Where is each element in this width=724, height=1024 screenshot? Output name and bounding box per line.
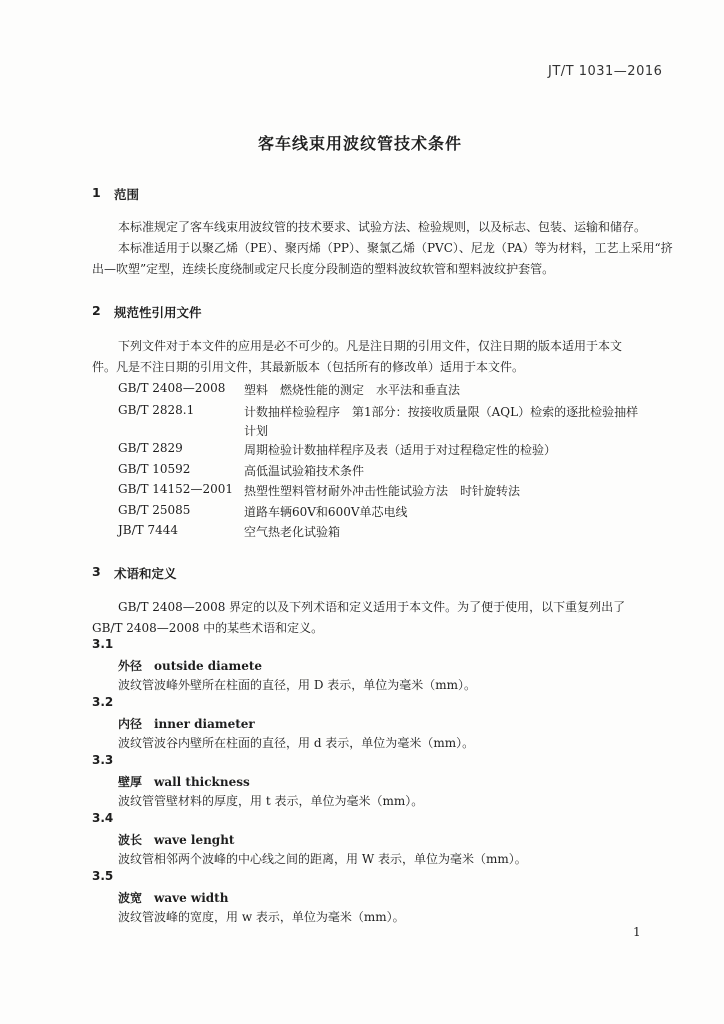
term-definition: 波纹管管壁材料的厚度，用 t 表示，单位为毫米（mm）。 xyxy=(118,794,424,808)
section-3-paragraph-line-1: GB/T 2408—2008 界定的以及下列术语和定义适用于本文件。为了便于使用，以下重复列出了 xyxy=(118,600,626,614)
reference-code: GB/T 10592 xyxy=(118,462,191,476)
reference-code: GB/T 14152—2001 xyxy=(118,482,233,496)
term-heading: 波宽 wave width xyxy=(118,891,229,905)
section-2-title: 规范性引用文件 xyxy=(114,305,202,320)
section-1-paragraph-1: 本标准规定了客车线束用波纹管的技术要求、试验方法、检验规则，以及标志、包装、运输和储存。 xyxy=(118,220,647,234)
section-1-title: 范围 xyxy=(114,187,140,202)
reference-title-continued: 计划 xyxy=(244,424,269,438)
term-definition: 波纹管波峰的宽度，用 w 表示，单位为毫米（mm）。 xyxy=(118,910,405,924)
reference-code: JB/T 7444 xyxy=(118,523,179,537)
term-heading: 波长 wave lenght xyxy=(118,833,235,847)
section-2-paragraph-line-1: 下列文件对于本文件的应用是必不可少的。凡是注日期的引用文件，仅注日期的版本适用于本文 xyxy=(118,339,623,353)
section-3-number: 3 xyxy=(92,564,101,579)
page-number: 1 xyxy=(633,925,641,939)
document-title: 客车线束用波纹管技术条件 xyxy=(258,134,463,153)
reference-code: GB/T 2829 xyxy=(118,441,183,455)
term-definition: 波纹管波峰外壁所在柱面的直径，用 D 表示，单位为毫米（mm）。 xyxy=(118,678,477,692)
reference-title: 道路车辆60V和600V单芯电线 xyxy=(244,505,408,519)
standard-code: JT/T 1031—2016 xyxy=(548,64,663,79)
reference-title: 空气热老化试验箱 xyxy=(244,525,341,539)
section-2-paragraph-line-2: 件。凡是不注日期的引用文件，其最新版本（包括所有的修改单）适用于本文件。 xyxy=(92,360,525,374)
reference-title: 塑料 燃烧性能的测定 水平法和垂直法 xyxy=(244,383,461,397)
section-1-paragraph-2-line-1: 本标准适用于以聚乙烯（PE）、聚丙烯（PP）、聚氯乙烯（PVC）、尼龙（PA）等为材料，工艺上采用“挤 xyxy=(118,241,673,255)
term-heading: 外径 outside diamete xyxy=(118,659,263,673)
reference-code: GB/T 2408—2008 xyxy=(118,381,226,395)
term-number: 3.2 xyxy=(92,695,114,709)
reference-code: GB/T 25085 xyxy=(118,503,191,517)
section-2-number: 2 xyxy=(92,303,101,318)
section-3-paragraph-line-2: GB/T 2408—2008 中的某些术语和定义。 xyxy=(92,621,324,635)
reference-title: 高低温试验箱技术条件 xyxy=(244,464,365,478)
term-number: 3.4 xyxy=(92,811,114,825)
section-3-title: 术语和定义 xyxy=(114,566,177,581)
term-heading: 壁厚 wall thickness xyxy=(118,775,250,789)
term-number: 3.5 xyxy=(92,869,114,883)
reference-title: 周期检验计数抽样程序及表（适用于对过程稳定性的检验） xyxy=(244,443,557,457)
reference-code: GB/T 2828.1 xyxy=(118,403,195,417)
reference-title: 热塑性塑料管材耐外冲击性能试验方法 时针旋转法 xyxy=(244,484,521,498)
term-heading: 内径 inner diameter xyxy=(118,717,255,731)
term-definition: 波纹管波谷内壁所在柱面的直径，用 d 表示，单位为毫米（mm）。 xyxy=(118,736,475,750)
section-1-paragraph-2-line-2: 出—吹塑”定型，连续长度绕制或定尺长度分段制造的塑料波纹软管和塑料波纹护套管。 xyxy=(92,262,555,276)
reference-title: 计数抽样检验程序 第1部分：按接收质量限（AQL）检索的逐批检验抽样 xyxy=(244,405,639,419)
term-number: 3.1 xyxy=(92,637,114,651)
term-number: 3.3 xyxy=(92,753,114,767)
section-1-number: 1 xyxy=(92,185,101,200)
term-definition: 波纹管相邻两个波峰的中心线之间的距离，用 W 表示，单位为毫米（mm）。 xyxy=(118,852,527,866)
